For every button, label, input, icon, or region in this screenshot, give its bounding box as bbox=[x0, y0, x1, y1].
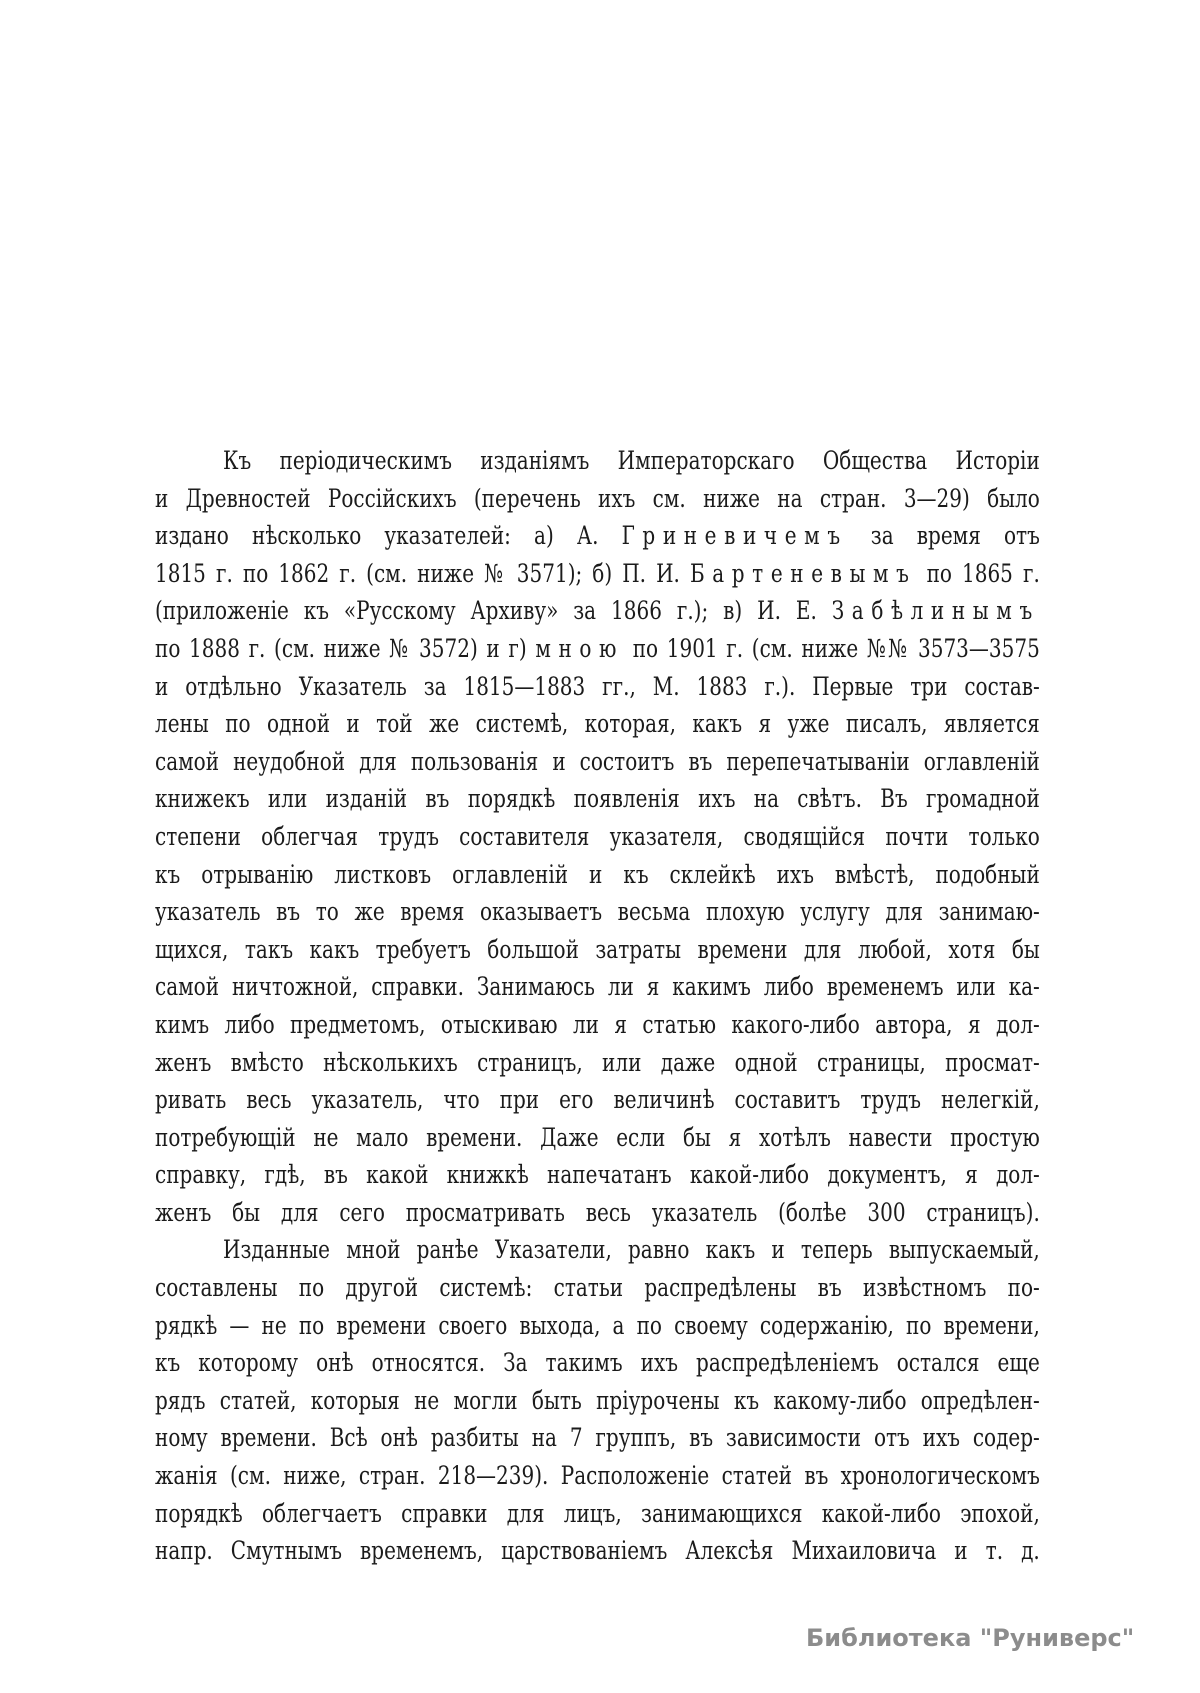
text-segment: кимъ либо предметомъ, отыскиваю ли я статью какого-либо автора, я дол- bbox=[155, 1009, 1040, 1039]
text-segment: щихся, такъ какъ требуетъ большой затраты времени для любой, хотя бы bbox=[155, 934, 1040, 964]
text-segment: къ отрыванію листковъ оглавленій и къ склейкѣ ихъ вмѣстѣ, подобный bbox=[155, 859, 1040, 889]
text-segment: 1815 г. по 1862 г. (см. ниже № 3571); б) П. И. bbox=[155, 558, 690, 588]
text-segment: рядъ статей, которыя не могли быть пріурочены къ какому-либо опредѣлен- bbox=[155, 1385, 1040, 1415]
text-line bbox=[155, 668, 1040, 706]
text-line bbox=[155, 1495, 1040, 1533]
text-segment: потребующій не мало времени. Даже если бы я хотѣлъ навести простую bbox=[155, 1122, 1040, 1152]
text-line bbox=[155, 780, 1040, 818]
letterspaced-name: Бартеневымъ bbox=[689, 558, 917, 588]
text-line bbox=[155, 1382, 1040, 1420]
text-segment: указатель въ то же время оказываетъ весьма плохую услугу для занимаю- bbox=[155, 897, 1040, 927]
text-segment: книжекъ или изданій въ порядкѣ появленія ихъ на свѣтъ. Въ громадной bbox=[155, 784, 1040, 814]
text-segment: напр. Смутнымъ временемъ, царствованіемъ Алексѣя Михаиловича и т. д. bbox=[155, 1536, 1040, 1566]
text-line bbox=[155, 442, 1040, 480]
text-line bbox=[155, 1419, 1040, 1457]
text-segment: порядкѣ облегчаетъ справки для лицъ, занимающихся какой-либо эпохой, bbox=[155, 1498, 1040, 1528]
text-segment: справку, гдѣ, въ какой книжкѣ напечатанъ какой-либо документъ, я дол- bbox=[155, 1160, 1040, 1190]
letterspaced-name: мною bbox=[535, 633, 625, 663]
text-line bbox=[155, 1457, 1040, 1495]
text-segment: женъ вмѣсто нѣсколькихъ страницъ, или даже одной страницы, просмат- bbox=[155, 1047, 1040, 1077]
text-line bbox=[155, 893, 1040, 931]
text-line bbox=[155, 1006, 1040, 1044]
text-line bbox=[155, 705, 1040, 743]
text-segment: самой ничтожной, справки. Занимаюсь ли я какимъ либо временемъ или ка- bbox=[155, 972, 1040, 1002]
text-segment: по 1901 г. (см. ниже №№ 3573—3575 bbox=[624, 633, 1040, 663]
text-segment: и Древностей Россійскихъ (перечень ихъ см. ниже на стран. 3—29) было bbox=[155, 483, 1040, 513]
text-line bbox=[155, 1156, 1040, 1194]
text-line bbox=[155, 1307, 1040, 1345]
text-segment: составлены по другой системѣ: статьи распредѣлены въ извѣстномъ по- bbox=[155, 1273, 1040, 1303]
text-segment: рядкѣ — не по времени своего выхода, а по своему содержанію, по времени, bbox=[155, 1310, 1040, 1340]
text-line bbox=[155, 1269, 1040, 1307]
text-line bbox=[155, 856, 1040, 894]
text-line bbox=[155, 517, 1040, 555]
text-line bbox=[155, 818, 1040, 856]
text-segment: степени облегчая трудъ составителя указателя, сводящійся почти только bbox=[155, 821, 1040, 851]
text-segment: за время отъ bbox=[847, 521, 1040, 551]
runivers-watermark: Библиотека "Руниверс" bbox=[806, 1624, 1135, 1652]
text-segment: Изданные мной ранѣе Указатели, равно какъ и теперь выпускаемый, bbox=[223, 1235, 1040, 1265]
text-segment: къ которому онѣ относятся. За такимъ ихъ распредѣленіемъ остался еще bbox=[155, 1348, 1040, 1378]
text-block bbox=[155, 442, 1040, 1570]
text-line bbox=[155, 1344, 1040, 1382]
text-line bbox=[155, 1044, 1040, 1082]
text-segment: самой неудобной для пользованія и состоитъ въ перепечатываніи оглавленій bbox=[155, 746, 1040, 776]
text-line bbox=[155, 480, 1040, 518]
text-line bbox=[155, 592, 1040, 630]
text-segment: ному времени. Всѣ онѣ разбиты на 7 группъ, въ зависимости отъ ихъ содер- bbox=[155, 1423, 1040, 1453]
text-line bbox=[155, 931, 1040, 969]
text-line bbox=[155, 1119, 1040, 1157]
text-segment: издано нѣсколько указателей: а) А. bbox=[155, 521, 622, 551]
text-segment: (приложеніе къ «Русскому Архиву» за 1866 г.); в) И. Е. bbox=[155, 596, 832, 626]
text-line bbox=[155, 1081, 1040, 1119]
letterspaced-name: Забѣлинымъ bbox=[831, 596, 1040, 626]
text-segment: Къ періодическимъ изданіямъ Императорскаго Общества Исторіи bbox=[223, 446, 1040, 475]
text-segment: лены по одной и той же системѣ, которая, какъ я уже писалъ, является bbox=[155, 709, 1040, 739]
text-line bbox=[155, 630, 1040, 668]
text-line bbox=[155, 968, 1040, 1006]
text-segment: по 1865 г. bbox=[916, 558, 1040, 588]
text-segment: по 1888 г. (см. ниже № 3572) и г) bbox=[155, 633, 536, 663]
text-line bbox=[155, 1194, 1040, 1232]
text-line bbox=[155, 743, 1040, 781]
text-segment: женъ бы для сего просматривать весь указатель (болѣе 300 страницъ). bbox=[155, 1197, 1040, 1227]
text-segment: жанія (см. ниже, стран. 218—239). Расположеніе статей въ хронологическомъ bbox=[155, 1461, 1040, 1491]
text-line bbox=[155, 1231, 1040, 1269]
text-segment: ривать весь указатель, что при его величинѣ составитъ трудъ нелегкій, bbox=[155, 1085, 1040, 1115]
text-segment: и отдѣльно Указатель за 1815—1883 гг., М. 1883 г.). Первые три состав- bbox=[155, 671, 1040, 701]
text-line bbox=[155, 555, 1040, 593]
text-line bbox=[155, 1532, 1040, 1570]
letterspaced-name: Гриневичемъ bbox=[621, 521, 848, 551]
